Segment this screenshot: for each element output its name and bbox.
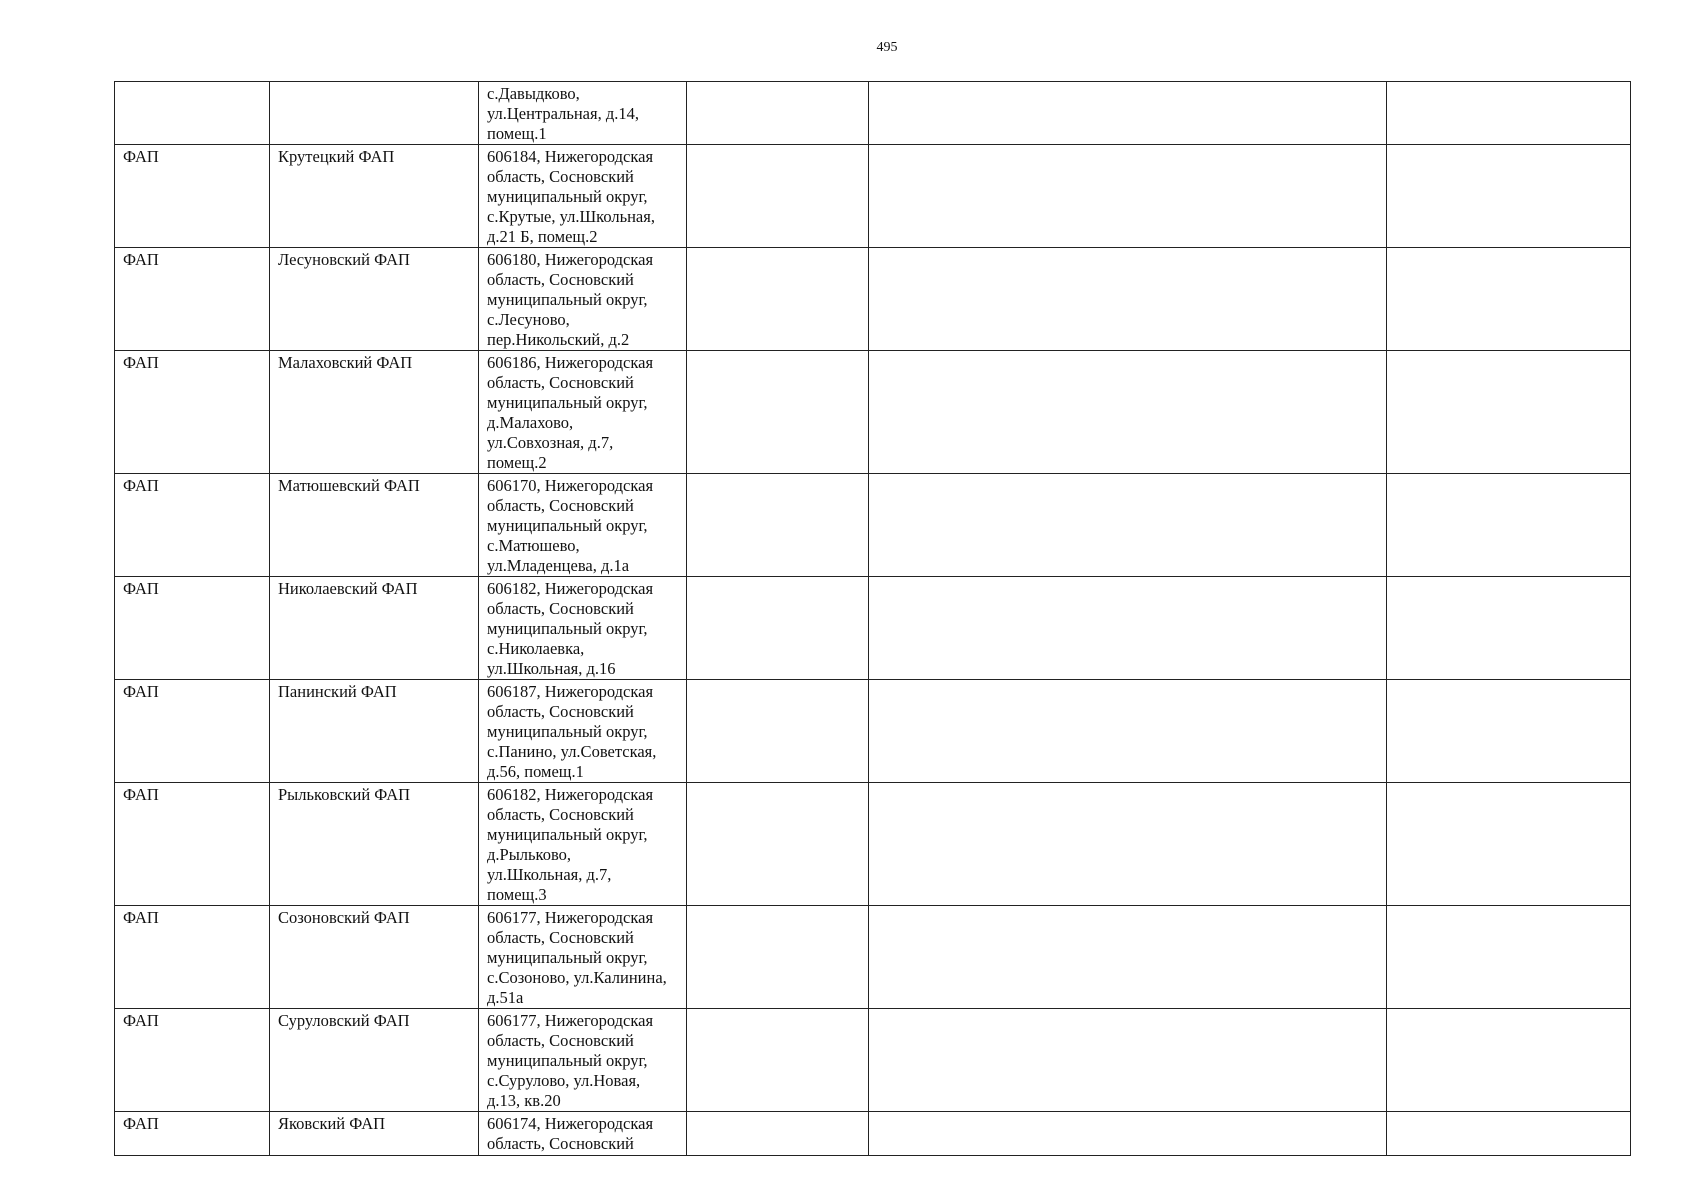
empty-cell bbox=[869, 783, 1387, 906]
table-row bbox=[115, 82, 1631, 145]
facility-address-cell: 606180, Нижегородская область, Сосновский муниципальный округ, с.Лесуново, пер.Никольский, д.2 bbox=[479, 248, 687, 351]
empty-cell bbox=[869, 680, 1387, 783]
facility-name-cell: Созоновский ФАП bbox=[270, 906, 479, 1009]
empty-cell bbox=[687, 145, 869, 248]
facility-type-cell: ФАП bbox=[115, 474, 270, 577]
empty-cell bbox=[869, 1112, 1387, 1156]
empty-cell bbox=[869, 1009, 1387, 1112]
empty-cell bbox=[1387, 577, 1631, 680]
facility-type-cell: ФАП bbox=[115, 248, 270, 351]
table-row bbox=[115, 351, 1631, 474]
facility-type-cell: ФАП bbox=[115, 680, 270, 783]
facility-name-cell: Малаховский ФАП bbox=[270, 351, 479, 474]
facility-address-cell: 606182, Нижегородская область, Сосновский муниципальный округ, д.Рыльково, ул.Школьная, д.7, помещ.3 bbox=[479, 783, 687, 906]
facility-address-cell: 606174, Нижегородская область, Сосновский bbox=[479, 1112, 687, 1156]
empty-cell bbox=[1387, 906, 1631, 1009]
empty-cell bbox=[1387, 248, 1631, 351]
table-row bbox=[115, 1009, 1631, 1112]
empty-cell bbox=[869, 82, 1387, 145]
facility-type-cell: ФАП bbox=[115, 1112, 270, 1156]
facility-name-cell: Лесуновский ФАП bbox=[270, 248, 479, 351]
facility-address-cell: 606182, Нижегородская область, Сосновский муниципальный округ, с.Николаевка, ул.Школьная, д.16 bbox=[479, 577, 687, 680]
empty-cell bbox=[1387, 1112, 1631, 1156]
facility-address-cell: 606187, Нижегородская область, Сосновский муниципальный округ, с.Панино, ул.Советская, д.56, помещ.1 bbox=[479, 680, 687, 783]
facility-address-cell: 606170, Нижегородская область, Сосновский муниципальный округ, с.Матюшево, ул.Младенцева, д.1а bbox=[479, 474, 687, 577]
empty-cell bbox=[1387, 82, 1631, 145]
facility-name-cell: Яковский ФАП bbox=[270, 1112, 479, 1156]
empty-cell bbox=[687, 680, 869, 783]
facility-name-cell: Суруловский ФАП bbox=[270, 1009, 479, 1112]
facility-table bbox=[114, 81, 1631, 1156]
table-row bbox=[115, 1112, 1631, 1156]
facility-name-cell bbox=[270, 82, 479, 145]
empty-cell bbox=[1387, 783, 1631, 906]
facility-type-cell: ФАП bbox=[115, 783, 270, 906]
empty-cell bbox=[869, 474, 1387, 577]
empty-cell bbox=[1387, 145, 1631, 248]
facility-name-cell: Крутецкий ФАП bbox=[270, 145, 479, 248]
empty-cell bbox=[869, 906, 1387, 1009]
facility-name-cell: Рыльковский ФАП bbox=[270, 783, 479, 906]
table-row bbox=[115, 248, 1631, 351]
table-row bbox=[115, 145, 1631, 248]
table-row bbox=[115, 474, 1631, 577]
table-row bbox=[115, 680, 1631, 783]
empty-cell bbox=[687, 1009, 869, 1112]
empty-cell bbox=[687, 351, 869, 474]
facility-type-cell: ФАП bbox=[115, 577, 270, 680]
empty-cell bbox=[687, 82, 869, 145]
empty-cell bbox=[687, 577, 869, 680]
facility-type-cell: ФАП bbox=[115, 145, 270, 248]
empty-cell bbox=[1387, 680, 1631, 783]
facility-address-cell: 606186, Нижегородская область, Сосновский муниципальный округ, д.Малахово, ул.Совхозная, д.7, помещ.2 bbox=[479, 351, 687, 474]
facility-name-cell: Николаевский ФАП bbox=[270, 577, 479, 680]
empty-cell bbox=[1387, 1009, 1631, 1112]
empty-cell bbox=[687, 474, 869, 577]
empty-cell bbox=[687, 906, 869, 1009]
empty-cell bbox=[1387, 474, 1631, 577]
table-row bbox=[115, 906, 1631, 1009]
page-number: 495 bbox=[876, 40, 898, 55]
facility-name-cell: Панинский ФАП bbox=[270, 680, 479, 783]
empty-cell bbox=[869, 351, 1387, 474]
empty-cell bbox=[687, 248, 869, 351]
facility-type-cell: ФАП bbox=[115, 351, 270, 474]
table-row bbox=[115, 783, 1631, 906]
empty-cell bbox=[1387, 351, 1631, 474]
facility-type-cell: ФАП bbox=[115, 906, 270, 1009]
empty-cell bbox=[869, 248, 1387, 351]
facility-name-cell: Матюшевский ФАП bbox=[270, 474, 479, 577]
table-row bbox=[115, 577, 1631, 680]
facility-address-cell: с.Давыдково, ул.Центральная, д.14, помещ.1 bbox=[479, 82, 687, 145]
facility-type-cell: ФАП bbox=[115, 1009, 270, 1112]
empty-cell bbox=[869, 145, 1387, 248]
empty-cell bbox=[687, 783, 869, 906]
facility-address-cell: 606184, Нижегородская область, Сосновский муниципальный округ, с.Крутые, ул.Школьная, д.21 Б, помещ.2 bbox=[479, 145, 687, 248]
facility-address-cell: 606177, Нижегородская область, Сосновский муниципальный округ, с.Созоново, ул.Калинина, д.51а bbox=[479, 906, 687, 1009]
facility-address-cell: 606177, Нижегородская область, Сосновский муниципальный округ, с.Сурулово, ул.Новая, д.13, кв.20 bbox=[479, 1009, 687, 1112]
empty-cell bbox=[869, 577, 1387, 680]
facility-type-cell bbox=[115, 82, 270, 145]
empty-cell bbox=[687, 1112, 869, 1156]
